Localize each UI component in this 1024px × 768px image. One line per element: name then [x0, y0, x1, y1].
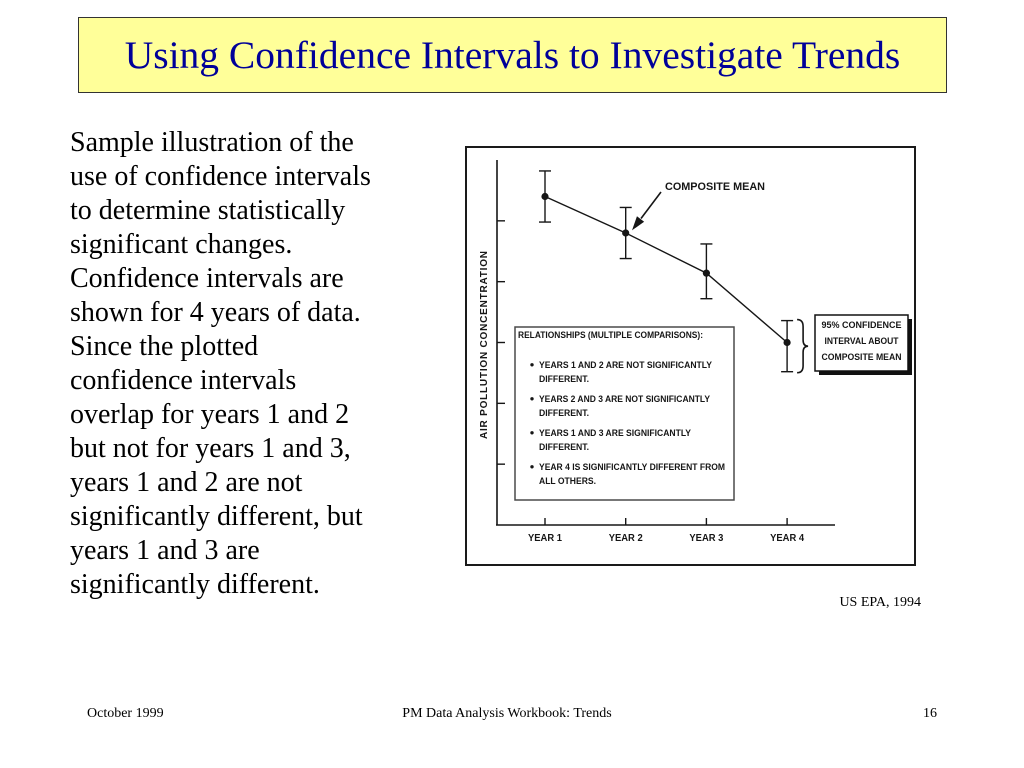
x-tick-label: YEAR 3 [689, 533, 724, 544]
relationships-item-line: DIFFERENT. [539, 408, 589, 418]
relationships-box [515, 327, 734, 500]
body-text-line: Since the plotted [70, 331, 259, 362]
relationships-item-line: YEAR 4 IS SIGNIFICANTLY DIFFERENT FROM [539, 462, 725, 472]
body-text-line: significant changes. [70, 229, 293, 260]
bullet [530, 363, 533, 366]
body-text-line: years 1 and 3 are [70, 535, 260, 566]
slide-title-box [78, 17, 947, 93]
body-text-line: significantly different, but [70, 501, 363, 532]
ci-callout [815, 315, 912, 375]
footer-title: PM Data Analysis Workbook: Trends [402, 706, 612, 721]
x-tick-label: YEAR 1 [528, 533, 563, 544]
body-text-line: to determine statistically [70, 195, 346, 226]
x-tick-label: YEAR 4 [770, 533, 805, 544]
relationships-item-line: DIFFERENT. [539, 442, 589, 452]
relationships-item-line: YEARS 1 AND 2 ARE NOT SIGNIFICANTLY [539, 360, 712, 370]
body-text [70, 126, 400, 602]
data-point [541, 193, 548, 200]
y-axis-label: AIR POLLUTION CONCENTRATION [479, 251, 490, 439]
composite-mean-label: COMPOSITE MEAN [665, 181, 766, 193]
page-number: 16 [923, 706, 937, 721]
body-text-line: Confidence intervals are [70, 263, 344, 294]
body-text-line: significantly different. [70, 569, 320, 600]
bullet [530, 397, 533, 400]
body-text-line: shown for 4 years of data. [70, 297, 361, 328]
body-text-line: years 1 and 2 are not [70, 467, 303, 498]
footer-date: October 1999 [87, 706, 164, 721]
ci-callout-line: COMPOSITE MEAN [821, 352, 902, 362]
relationships-item-line: ALL OTHERS. [539, 476, 596, 486]
body-text-line: confidence intervals [70, 365, 297, 396]
x-tick-label: YEAR 2 [608, 533, 644, 544]
relationships-heading: RELATIONSHIPS (MULTIPLE COMPARISONS): [518, 330, 703, 340]
data-point [622, 229, 629, 236]
ci-callout-line: 95% CONFIDENCE [821, 320, 902, 330]
data-point [784, 339, 791, 346]
body-text-line: but not for years 1 and 3, [70, 433, 351, 464]
bullet [530, 431, 533, 434]
ci-callout-line: INTERVAL ABOUT [824, 336, 899, 346]
relationships-item-line: YEARS 1 AND 3 ARE SIGNIFICANTLY [539, 428, 691, 438]
body-text-line: overlap for years 1 and 2 [70, 399, 350, 430]
bullet [530, 465, 533, 468]
relationships-item-line: YEARS 2 AND 3 ARE NOT SIGNIFICANTLY [539, 394, 710, 404]
confidence-interval-chart [460, 140, 930, 580]
body-text-line: Sample illustration of the [70, 127, 354, 158]
source-citation: US EPA, 1994 [839, 595, 921, 610]
data-point [703, 270, 710, 277]
slide-title: Using Confidence Intervals to Investigate Trends [124, 33, 901, 77]
relationships-item-line: DIFFERENT. [539, 374, 589, 384]
body-text-line: use of confidence intervals [70, 161, 371, 192]
